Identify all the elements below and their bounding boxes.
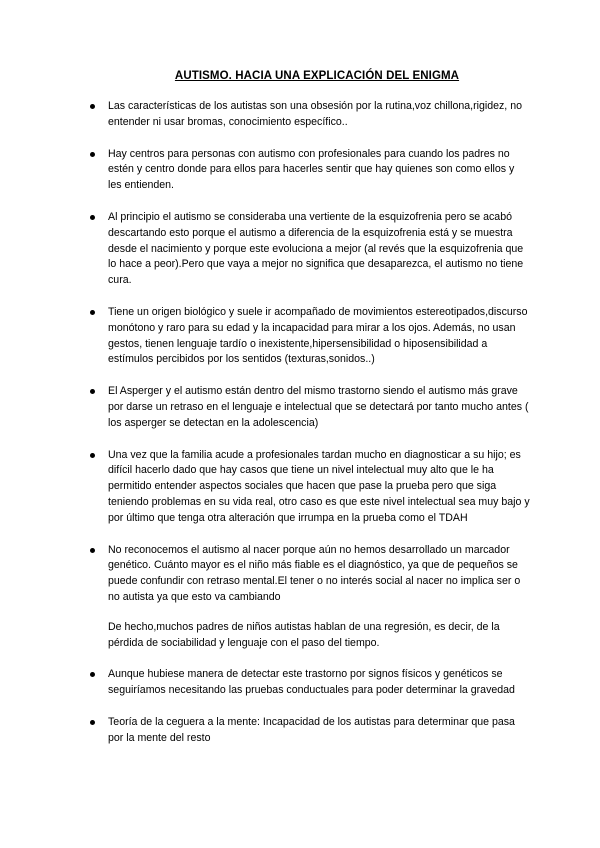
list-item: [90, 715, 530, 747]
bullet-icon: [90, 453, 95, 458]
bullet-icon: [90, 548, 95, 553]
bullet-icon: [90, 310, 95, 315]
list-item-continuation: De hecho,muchos padres de niños autistas hablan de una regresión, es decir, de la pérdida de sociabilidad y lenguaje con el paso del tiempo.: [108, 620, 500, 649]
list-item-text: Tiene un origen biológico y suele ir acompañado de movimientos estereotipados,discurso monótono y raro para su edad y la incapacidad para mirar a los ojos. Además, no usan gestos, tienen lenguaje tardío o inexistente,hipersensibilidad o hiposensibilidad a estímulos percibidos por los sentidos (texturas,sonidos..): [108, 305, 528, 366]
list-item: [90, 667, 530, 699]
list-item: [90, 99, 530, 131]
list-item: [90, 210, 530, 289]
list-item-text: Teoría de la ceguera a la mente: Incapacidad de los autistas para determinar que pasa por la mente del resto: [108, 715, 515, 744]
list-item-text: Aunque hubiese manera de detectar este trastorno por signos físicos y genéticos se seguiríamos necesitando las pruebas conductuales para poder determinar la gravedad: [108, 668, 515, 697]
bullet-list: [90, 99, 530, 747]
list-item-text: Las características de los autistas son una obsesión por la rutina,voz chillona,rigidez, no entender ni usar bromas, conocimiento específico..: [108, 100, 522, 128]
list-item: [90, 305, 530, 368]
bullet-icon: [90, 389, 95, 394]
list-item: [90, 543, 530, 652]
bullet-icon: [90, 104, 95, 109]
bullet-icon: [90, 720, 95, 725]
list-item-text: Una vez que la familia acude a profesionales tardan mucho en diagnosticar a su hijo; es difícil hacerlo dado que hay casos que tiene un nivel intelectual muy alto que le ha permitido entender aspectos sociales que hacen que pase la prueba pero que siga teniendo problemas en su vida real, otro caso es que este nivel intelectual sea muy bajo y por último que tenga otra alteración que irrumpa en la prueba como el TDAH: [108, 448, 530, 524]
bullet-icon: [90, 215, 95, 220]
bullet-icon: [90, 152, 95, 157]
list-item-text: No reconocemos el autismo al nacer porque aún no hemos desarrollado un marcador genético. Cuánto mayor es el niño más fiable es el diagnóstico, ya que de pequeños se puede confundir con retraso mental.El tener o no interés social al nacer no implica ser o no autista ya que esto va cambiando: [108, 543, 521, 603]
list-item-text: Hay centros para personas con autismo con profesionales para cuando los padres no estén y centro donde para ellos para hacerles sentir que hay quienes son como ellos y les entienden.: [108, 147, 515, 192]
list-item: [90, 147, 530, 194]
list-item-text: El Asperger y el autismo están dentro del mismo trastorno siendo el autismo más grave por darse un retraso en el lenguaje e intelectual que se detectará por tanto mucho antes ( los asperger se detectan en la adolescencia): [108, 385, 529, 429]
document-title: AUTISMO. HACIA UNA EXPLICACIÓN DEL ENIGMA: [174, 70, 460, 82]
list-item: [90, 448, 530, 527]
list-item: [90, 384, 530, 431]
bullet-icon: [90, 672, 95, 677]
list-item-text: Al principio el autismo se consideraba una vertiente de la esquizofrenia pero se acabó descartando esto porque el autismo a diferencia de la esquizofrenia está y se muestra desde el nacimiento y porque este evoluciona a mejor (al revés que la esquizofrenia que lo hace a peor).Pero que vaya a mejor no significa que desaparezca, el autismo no tiene cura.: [108, 210, 524, 287]
